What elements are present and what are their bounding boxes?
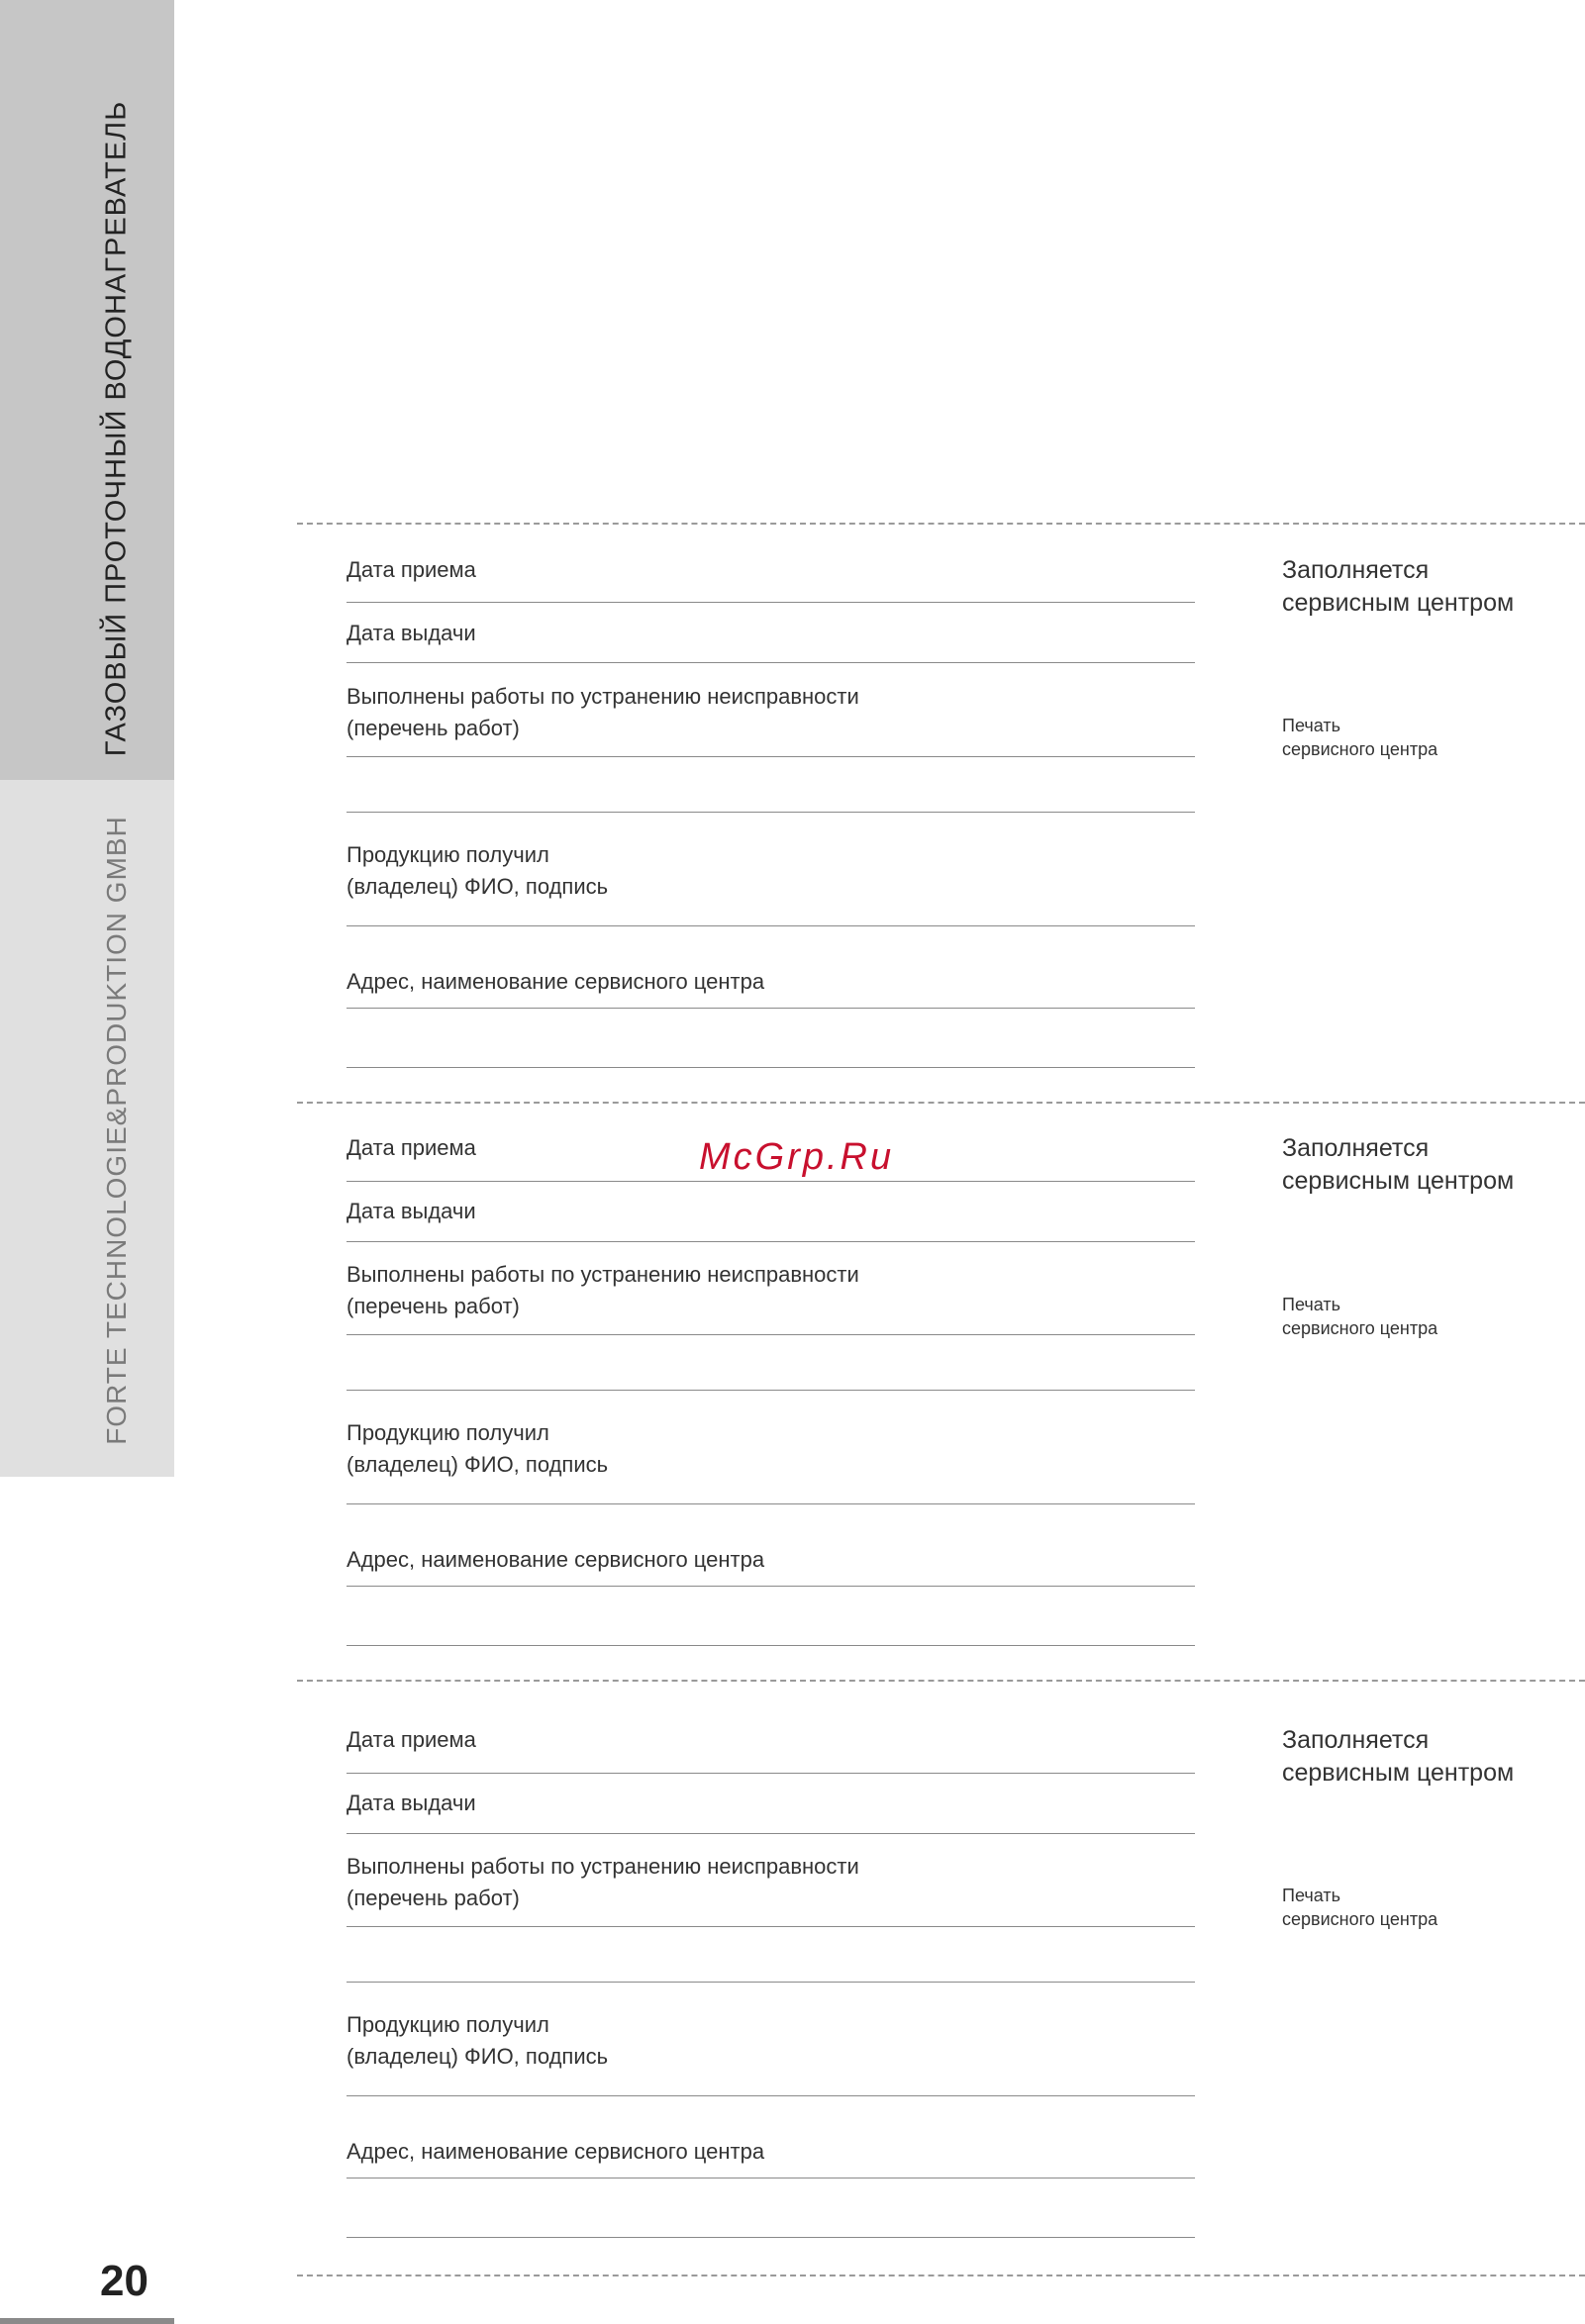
- received-by-line: [347, 1503, 1195, 1504]
- work-done-line: [347, 1926, 1195, 1927]
- work-done-line: [347, 1390, 1195, 1391]
- filled-by-service-center-note: Заполняется: [1282, 556, 1430, 584]
- date-issued-line: [347, 1833, 1195, 1834]
- received-by-label: Продукцию получил: [347, 1420, 549, 1445]
- work-done-sublabel: (перечень работ): [347, 1294, 520, 1318]
- cut-line: [297, 523, 1585, 525]
- service-address-line: [347, 1645, 1195, 1646]
- received-by-sublabel: (владелец) ФИО, подпись: [347, 2044, 609, 2069]
- work-done-line: [347, 1982, 1195, 1983]
- received-by-line: [347, 925, 1195, 926]
- date-issued-label: Дата выдачи: [347, 1791, 476, 1815]
- service-address-label: Адрес, наименование сервисного центра: [347, 1547, 765, 1572]
- date-received-label: Дата приема: [347, 1727, 476, 1752]
- work-done-line: [347, 756, 1195, 757]
- service-address-line: [347, 2178, 1195, 2179]
- work-done-label: Выполнены работы по устранению неисправности: [347, 684, 859, 709]
- cut-line: [297, 1680, 1585, 1682]
- date-issued-line: [347, 662, 1195, 663]
- stamp-label: сервисного центра: [1282, 739, 1438, 759]
- work-done-line: [347, 1334, 1195, 1335]
- stamp-label: Печать: [1282, 1295, 1340, 1314]
- received-by-sublabel: (владелец) ФИО, подпись: [347, 1452, 609, 1477]
- work-done-label: Выполнены работы по устранению неисправности: [347, 1854, 859, 1879]
- received-by-sublabel: (владелец) ФИО, подпись: [347, 874, 609, 899]
- work-done-label: Выполнены работы по устранению неисправности: [347, 1262, 859, 1287]
- date-received-label: Дата приема: [347, 557, 476, 582]
- filled-by-service-center-note: Заполняется: [1282, 1134, 1430, 1162]
- stamp-label: Печать: [1282, 716, 1340, 735]
- service-address-line: [347, 1008, 1195, 1009]
- service-address-line: [347, 1067, 1195, 1068]
- received-by-label: Продукцию получил: [347, 842, 549, 867]
- date-received-line: [347, 1773, 1195, 1774]
- sidebar-title-band: [0, 0, 174, 780]
- service-address-line: [347, 2237, 1195, 2238]
- date-received-line: [347, 602, 1195, 603]
- received-by-line: [347, 2095, 1195, 2096]
- sidebar-product-title: ГАЗОВЫЙ ПРОТОЧНЫЙ ВОДОНАГРЕВАТЕЛЬ: [100, 100, 133, 757]
- sidebar-company-band: [0, 780, 174, 1477]
- sidebar-company-name: FORTE TECHNOLOGIE&PRODUKTION GMBH: [101, 816, 132, 1445]
- filled-by-service-center-note: Заполняется: [1282, 1726, 1430, 1754]
- stamp-label: сервисного центра: [1282, 1909, 1438, 1929]
- service-address-label: Адрес, наименование сервисного центра: [347, 969, 765, 994]
- received-by-label: Продукцию получил: [347, 2012, 549, 2037]
- date-issued-line: [347, 1241, 1195, 1242]
- date-issued-label: Дата выдачи: [347, 1199, 476, 1223]
- stamp-label: сервисного центра: [1282, 1318, 1438, 1338]
- date-received-line: [347, 1181, 1195, 1182]
- service-address-label: Адрес, наименование сервисного центра: [347, 2139, 765, 2164]
- service-address-line: [347, 1586, 1195, 1587]
- date-received-label: Дата приема: [347, 1135, 476, 1160]
- filled-by-service-center-note: сервисным центром: [1282, 1167, 1515, 1195]
- watermark: McGrp.Ru: [699, 1136, 895, 1178]
- work-done-sublabel: (перечень работ): [347, 1886, 520, 1910]
- filled-by-service-center-note: сервисным центром: [1282, 1759, 1515, 1787]
- cut-line: [297, 2275, 1585, 2276]
- stamp-label: Печать: [1282, 1886, 1340, 1905]
- filled-by-service-center-note: сервисным центром: [1282, 589, 1515, 617]
- page-number-bar: [0, 2318, 174, 2324]
- work-done-sublabel: (перечень работ): [347, 716, 520, 740]
- page-number: 20: [100, 2257, 149, 2305]
- date-issued-label: Дата выдачи: [347, 621, 476, 645]
- cut-line: [297, 1102, 1585, 1104]
- work-done-line: [347, 812, 1195, 813]
